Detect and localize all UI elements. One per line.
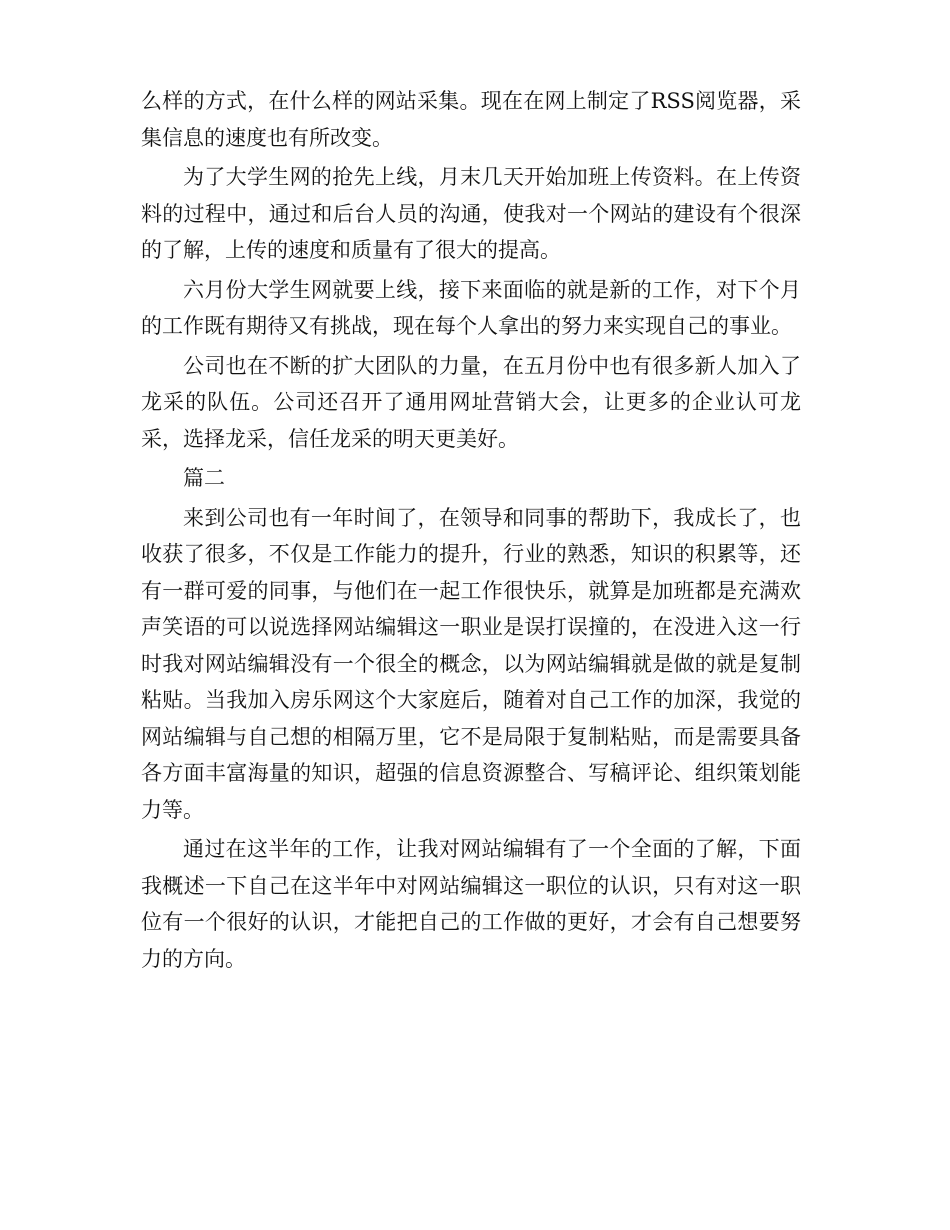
paragraph: 通过在这半年的工作，让我对网站编辑有了一个全面的了解，下面我概述一下自己在这半年中对网站编辑这一职位的认识，只有对这一职位有一个很好的认识，才能把自己的工作做的更好，才会有自己想要努力的方向。: [141, 837, 801, 971]
document-body: [141, 83, 801, 977]
paragraph: 为了大学生网的抢先上线，月末几天开始加班上传资料。在上传资料的过程中，通过和后台人员的沟通，使我对一个网站的建设有个很深的了解，上传的速度和质量有了很大的提高。: [141, 165, 801, 262]
paragraph-continuation: 么样的方式，在什么样的网站采集。现在在网上制定了RSS阅览器，采集信息的速度也有所改变。: [141, 89, 801, 150]
section-heading: 篇二: [183, 466, 225, 490]
paragraph: 六月份大学生网就要上线，接下来面临的就是新的工作，对下个月的工作既有期待又有挑战，现在每个人拿出的努力来实现自己的事业。: [141, 277, 801, 338]
paragraph: 来到公司也有一年时间了，在领导和同事的帮助下，我成长了，也收获了很多，不仅是工作能力的提升，行业的熟悉，知识的积累等，还有一群可爱的同事，与他们在一起工作很快乐，就算是加班都是充满欢声笑语的可以说选择网站编辑这一职业是误打误撞的，在没进入这一行时我对网站编辑没有一个很全的概念，以为网站编辑就是做的就是复制粘贴。当我加入房乐网这个大家庭后，随着对自己工作的加深，我觉的网站编辑与自己想的相隔万里，它不是局限于复制粘贴，而是需要具备各方面丰富海量的知识，超强的信息资源整合、写稿评论、组织策划能力等。: [141, 505, 801, 822]
paragraph: 公司也在不断的扩大团队的力量，在五月份中也有很多新人加入了龙采的队伍。公司还召开了通用网址营销大会，让更多的企业认可龙采，选择龙采，信任龙采的明天更美好。: [141, 353, 801, 451]
